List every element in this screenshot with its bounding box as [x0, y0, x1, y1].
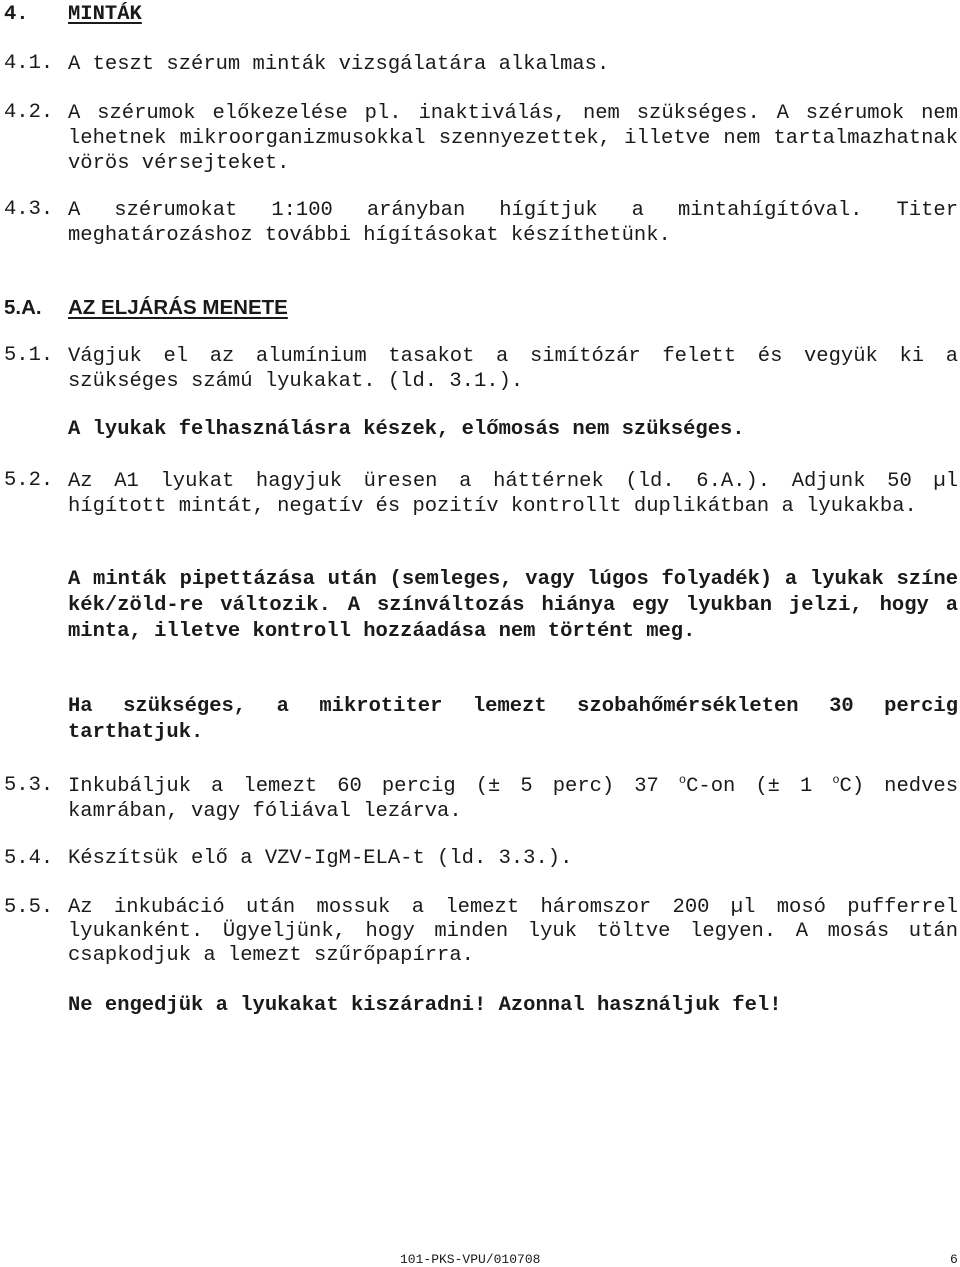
step-5-1-note: A lyukak felhasználásra készek, előmosás nem szükséges.: [68, 418, 745, 441]
degree-symbol-2: o: [832, 773, 840, 788]
section-5-number: 5.A.: [4, 296, 42, 319]
step-5-1-text: Vágjuk el az alumínium tasakot a simítózár felett és vegyük ki a szükséges számú lyukakat. (ld. 3.1.).: [68, 345, 958, 393]
step-5-2-number: 5.2.: [4, 469, 54, 492]
footer-page-number: 6: [950, 1252, 958, 1267]
section-5-title: AZ ELJÁRÁS MENETE: [68, 296, 288, 319]
step-5-5-note: Ne engedjük a lyukakat kiszáradni! Azonnal használjuk fel!: [68, 994, 782, 1017]
step-5-4-number: 5.4.: [4, 847, 54, 870]
step-5-3-text: [68, 774, 958, 824]
step-5-5-text: Az inkubáció után mossuk a lemezt háromszor 200 µl mosó pufferrel lyukanként. Ügyeljünk, hogy minden lyuk töltve legyen. A mosás után csapkodjuk a lemezt szűrőpapírra.: [68, 896, 958, 967]
step-5-3-text-a: Inkubáljuk a lemezt 60 percig (± 5 perc) 37: [68, 775, 679, 798]
step-5-2-note-1: A minták pipettázása után (semleges, vagy lúgos folyadék) a lyukak színe kék/zöld-re változik. A színváltozás hiánya egy lyukban jelzi, hogy a minta, illetve kontroll hozzáadása nem történt meg.: [68, 568, 958, 643]
item-4-1-number: 4.1.: [4, 52, 54, 75]
step-5-3-number: 5.3.: [4, 774, 54, 797]
step-5-3-text-b: C-on (± 1: [686, 775, 833, 798]
step-5-2-note-2: Ha szükséges, a mikrotiter lemezt szobahőmérsékleten 30 percig tarthatjuk.: [68, 695, 958, 744]
step-5-3-text-c: C) nedves kamrában, vagy fóliával lezárva.: [68, 775, 958, 823]
footer-doc-code: 101-PKS-VPU/010708: [400, 1252, 541, 1267]
item-4-2-number: 4.2.: [4, 101, 54, 124]
item-4-1-text: A teszt szérum minták vizsgálatára alkalmas.: [68, 53, 610, 76]
section-4-title: MINTÁK: [68, 3, 142, 26]
step-5-1-number: 5.1.: [4, 344, 54, 367]
item-4-3-number: 4.3.: [4, 198, 54, 221]
section-4-number: 4.: [4, 3, 29, 26]
step-5-5-number: 5.5.: [4, 896, 54, 919]
item-4-2-text: A szérumok előkezelése pl. inaktiválás, nem szükséges. A szérumok nem lehetnek mikroorganizmusokkal szennyezettek, illetve nem tartalmazhatnak vörös vérsejteket.: [68, 102, 958, 175]
step-5-4-text: Készítsük elő a VZV-IgM-ELA-t (ld. 3.3.).: [68, 847, 573, 870]
step-5-2-text: Az A1 lyukat hagyjuk üresen a háttérnek (ld. 6.A.). Adjunk 50 µl hígított mintát, negatív és pozitív kontrollt duplikátban a lyukakba.: [68, 470, 958, 518]
item-4-3-text: A szérumokat 1:100 arányban hígítjuk a mintahígítóval. Titer meghatározáshoz további hígításokat készíthetünk.: [68, 199, 958, 247]
degree-symbol-1: o: [678, 773, 687, 788]
